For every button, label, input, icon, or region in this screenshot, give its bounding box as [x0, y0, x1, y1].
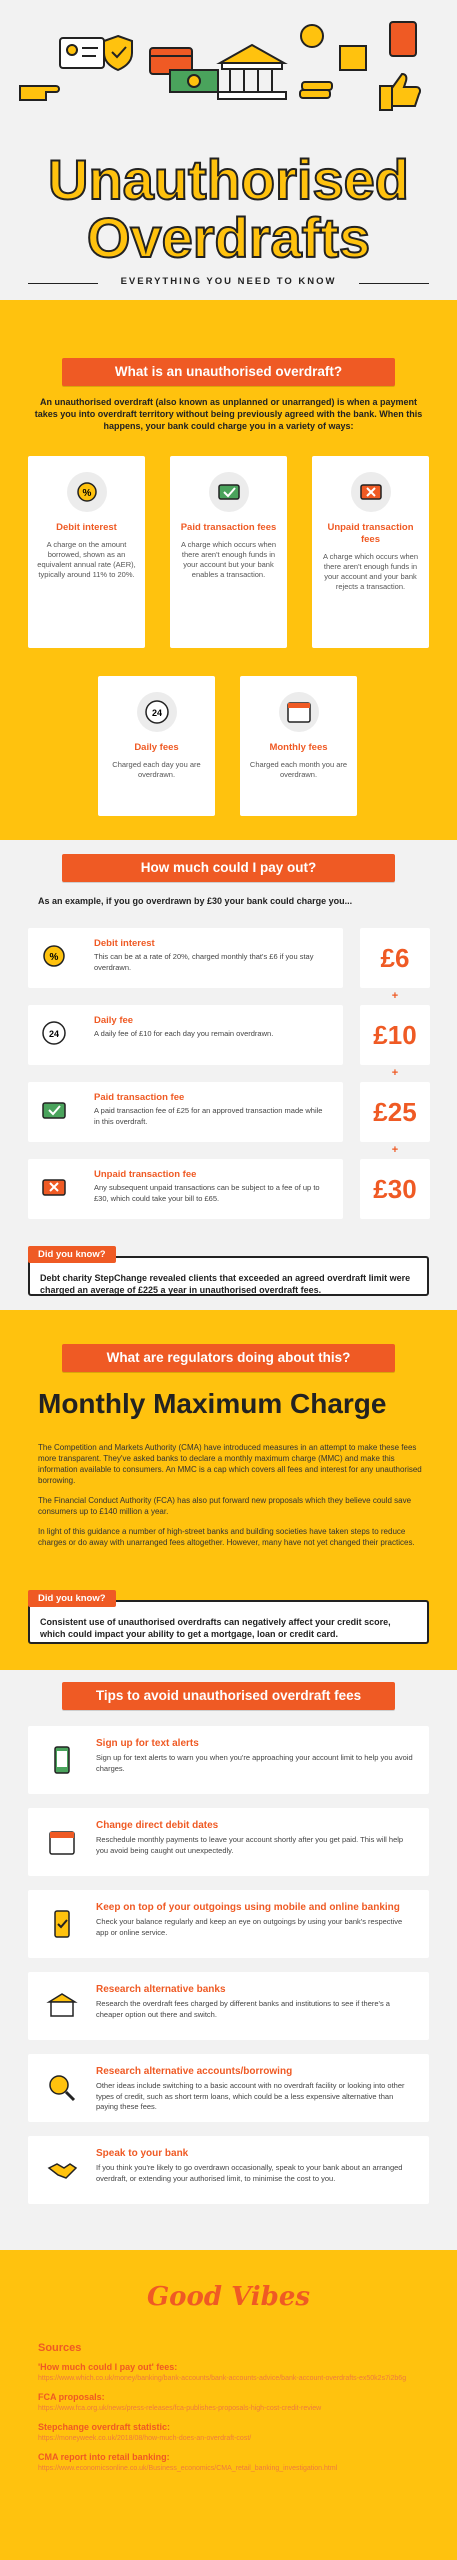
- row-debit-interest: [28, 928, 343, 988]
- coins-stack-icon: [300, 90, 330, 98]
- 24-hour-icon: [40, 1019, 68, 1047]
- card-text: A charge which occurs when there aren't enough funds in your account and your bank rejects a transaction.: [322, 552, 419, 591]
- tip-text: If you think you're likely to go overdrawn occasionally, speak to your bank about an arranged overdraft, or extending your authorised limit, to minimise the cost to you.: [96, 2163, 403, 2183]
- plus-sign: +: [391, 990, 399, 1002]
- shield-icon: [104, 36, 132, 70]
- did-you-know-label: Did you know?: [28, 1590, 116, 1607]
- source-link[interactable]: https://moneyweek.co.uk/2018/08/how-much-does-an-overdraft-cost/: [38, 2435, 252, 2442]
- source-label: CMA report into retail banking:: [38, 2452, 170, 2462]
- section-regulators: [0, 1310, 457, 1670]
- sources-heading: Sources: [38, 2342, 82, 2354]
- tip-title: Sign up for text alerts: [96, 1738, 199, 1749]
- section-heading-how-much: How much could I pay out?: [62, 854, 395, 882]
- coins-search-icon: [46, 2072, 78, 2104]
- row-title: Unpaid transaction fee: [94, 1169, 197, 1180]
- amount-daily-fee: £10: [360, 1005, 430, 1065]
- card-title: Daily fees: [134, 742, 179, 753]
- did-you-know-label: Did you know?: [28, 1246, 116, 1263]
- row-title: Debit interest: [94, 938, 155, 949]
- did-you-know-box: Consistent use of unauthorised overdrafts can negatively affect your credit score, which could impact your ability to get a mortgage, loan or credit card.: [28, 1600, 429, 1644]
- header-illustration: [0, 8, 457, 123]
- source-label: FCA proposals:: [38, 2392, 105, 2402]
- tip-title: Speak to your bank: [96, 2148, 189, 2159]
- section-heading-tips: Tips to avoid unauthorised overdraft fees: [62, 1682, 395, 1710]
- calculator-icon: [390, 22, 416, 56]
- did-you-know-box: Debt charity StepChange revealed clients that exceeded an agreed overdraft limit were charged an average of £225 a year in unauthorised overdraft fees.: [28, 1256, 429, 1296]
- card-monthly-fees: [240, 676, 357, 816]
- row-daily-fee: [28, 1005, 343, 1065]
- percent-coin-icon: [40, 942, 68, 970]
- tip-speak-to-bank: [28, 2136, 429, 2204]
- tip-direct-debit: [28, 1808, 429, 1876]
- phone-alert-icon: [46, 1744, 78, 1776]
- tip-mobile-banking: [28, 1890, 429, 1958]
- row-text: Any subsequent unpaid transactions can be subject to a fee of up to £30, which could take your bill to £65.: [94, 1183, 320, 1203]
- mobile-banking-icon: [46, 1908, 78, 1940]
- card-title: Monthly fees: [269, 742, 328, 753]
- tip-text: Research the overdraft fees charged by different banks and institutions to see if there's a cheaper option out there and switch.: [96, 1999, 390, 2019]
- page-title-line1: Unauthorised: [48, 148, 409, 211]
- calendar-icon: [279, 692, 319, 732]
- regulators-body: [38, 1442, 423, 1557]
- tip-text: Sign up for text alerts to warn you when you're approaching your account limit to help you avoid charges.: [96, 1753, 413, 1773]
- card-daily-fees: [98, 676, 215, 816]
- card-text: A charge which occurs when there aren't enough funds in your account but your bank enables a transaction.: [180, 540, 277, 579]
- paragraph: The Competition and Markets Authority (CMA) have introduced measures in an attempt to make these fees more transparent. They've asked banks to declare a monthly maximum charge (MMC) and make this information available to consumers. An MMC is a cap which covers all fees and interest for any unauthorised borrowing.: [38, 1443, 422, 1485]
- sources: [38, 2342, 423, 2482]
- tip-text: Other ideas include switching to a basic account with no overdraft facility or looking into other types of credit, such as short term loans, which could be a less expensive alternative than paying these fees.: [96, 2081, 405, 2111]
- row-unpaid-transaction-fee: [28, 1159, 343, 1219]
- svg-text:24: 24: [151, 708, 162, 718]
- tip-title: Research alternative banks: [96, 1984, 226, 1995]
- handshake-icon: [46, 2154, 78, 2186]
- big-title: Monthly Maximum Charge: [38, 1388, 387, 1419]
- tip-alternative-banks: [28, 1972, 429, 2040]
- bank-building-icon: [220, 45, 284, 63]
- row-text: A paid transaction fee of £25 for an approved transaction made while in this overdraft.: [94, 1106, 323, 1126]
- tip-title: Research alternative accounts/borrowing: [96, 2066, 293, 2077]
- brand-logo: Good Vibes: [146, 2282, 311, 2312]
- amount-unpaid-transaction-fee: £30: [360, 1159, 430, 1219]
- thumbs-up-icon: [380, 74, 420, 110]
- card-debit-interest: [28, 456, 145, 648]
- card-text: Charged each day you are overdrawn.: [112, 760, 201, 779]
- tip-text-alerts: [28, 1726, 429, 1794]
- section-intro: As an example, if you go overdrawn by £30 your bank could charge you...: [38, 896, 353, 906]
- row-title: Daily fee: [94, 1015, 134, 1026]
- amount-debit-interest: £6: [360, 928, 430, 988]
- source-label: 'How much could I pay out' fees:: [38, 2362, 178, 2372]
- card-title: Unpaid transaction fees: [327, 522, 414, 545]
- row-title: Paid transaction fee: [94, 1092, 185, 1103]
- subtitle-divider-right: [359, 283, 429, 284]
- box-icon: [340, 46, 366, 70]
- header: [0, 0, 457, 300]
- source-label: Stepchange overdraft statistic:: [38, 2422, 171, 2432]
- card-check-icon: [209, 472, 249, 512]
- row-text: A daily fee of £10 for each day you remain overdrawn.: [94, 1029, 274, 1038]
- tip-text: Check your balance regularly and keep an eye on outgoings by using your bank's respective app or online service.: [96, 1917, 403, 1937]
- card-paid-transaction-fees: [170, 456, 287, 648]
- section-tips: [0, 1670, 457, 2250]
- tip-alternative-accounts: [28, 2054, 429, 2122]
- section-heading-what-is: What is an unauthorised overdraft?: [62, 358, 395, 386]
- svg-text:%: %: [82, 488, 91, 499]
- source-link[interactable]: https://www.fca.org.uk/news/press-releases/fca-publishes-proposals-high-cost-credit-review: [38, 2405, 322, 2412]
- id-card-icon: [60, 38, 104, 68]
- section-heading-regulators: What are regulators doing about this?: [62, 1344, 395, 1372]
- coin-icon: [301, 25, 323, 47]
- tip-title: Keep on top of your outgoings using mobile and online banking: [96, 1902, 400, 1913]
- svg-text:%: %: [49, 952, 59, 963]
- 24-hour-icon: [137, 692, 177, 732]
- footer: [0, 2250, 457, 2560]
- card-text: A charge on the amount borrowed, shown as an equivalent annual rate (AER), typically around 11% to 20%.: [37, 540, 136, 579]
- page-title-line2: Overdrafts: [86, 206, 371, 269]
- calendar-icon: [46, 1826, 78, 1858]
- section-what-is: [0, 300, 457, 870]
- row-text: This can be at a rate of 20%, charged monthly that's £6 if you stay overdrawn.: [94, 952, 314, 972]
- paragraph: The Financial Conduct Authority (FCA) has also put forward new proposals which they believe could save consumers up to £140 million a year.: [38, 1496, 412, 1516]
- card-title: Debit interest: [56, 522, 117, 533]
- tip-text: Reschedule monthly payments to leave your account shortly after you get paid. This will help you avoid being caught out unexpectedly.: [96, 1835, 404, 1855]
- card-cross-icon: [351, 472, 391, 512]
- svg-text:24: 24: [48, 1029, 60, 1039]
- paragraph: In light of this guidance a number of high-street banks and building societies have taken steps to reduce charges or do away with unarranged fees altogether. However, many have not yet changed their practices.: [38, 1527, 415, 1547]
- plus-sign: +: [391, 1144, 399, 1156]
- page-subtitle: EVERYTHING YOU NEED TO KNOW: [120, 276, 337, 287]
- card-title: Paid transaction fees: [180, 522, 277, 533]
- card-cross-icon: [40, 1173, 68, 1201]
- amount-paid-transaction-fee: £25: [360, 1082, 430, 1142]
- source-link[interactable]: https://www.which.co.uk/money/banking/bank-accounts/bank-accounts-advice/bank-account-overdrafts-ex50k2s7i2b6g: [38, 2375, 407, 2382]
- section-intro: An unauthorised overdraft (also known as unplanned or unarranged) is when a payment takes you into overdraft territory without being previously agreed with the bank. When this happens, your bank could charge you in a variety of ways:: [34, 397, 423, 431]
- percent-coin-icon: [67, 472, 107, 512]
- bank-research-icon: [46, 1990, 78, 2022]
- plus-sign: +: [391, 1067, 399, 1079]
- section-how-much: [0, 840, 457, 1310]
- row-paid-transaction-fee: [28, 1082, 343, 1142]
- card-text: Charged each month you are overdrawn.: [249, 760, 348, 779]
- source-link[interactable]: https://www.economicsonline.co.uk/Business_economics/CMA_retail_banking_investigation.html: [38, 2465, 338, 2472]
- hand-pointing-icon: [20, 86, 59, 100]
- tip-title: Change direct debit dates: [96, 1820, 219, 1831]
- card-unpaid-transaction-fees: [312, 456, 429, 648]
- card-check-icon: [40, 1096, 68, 1124]
